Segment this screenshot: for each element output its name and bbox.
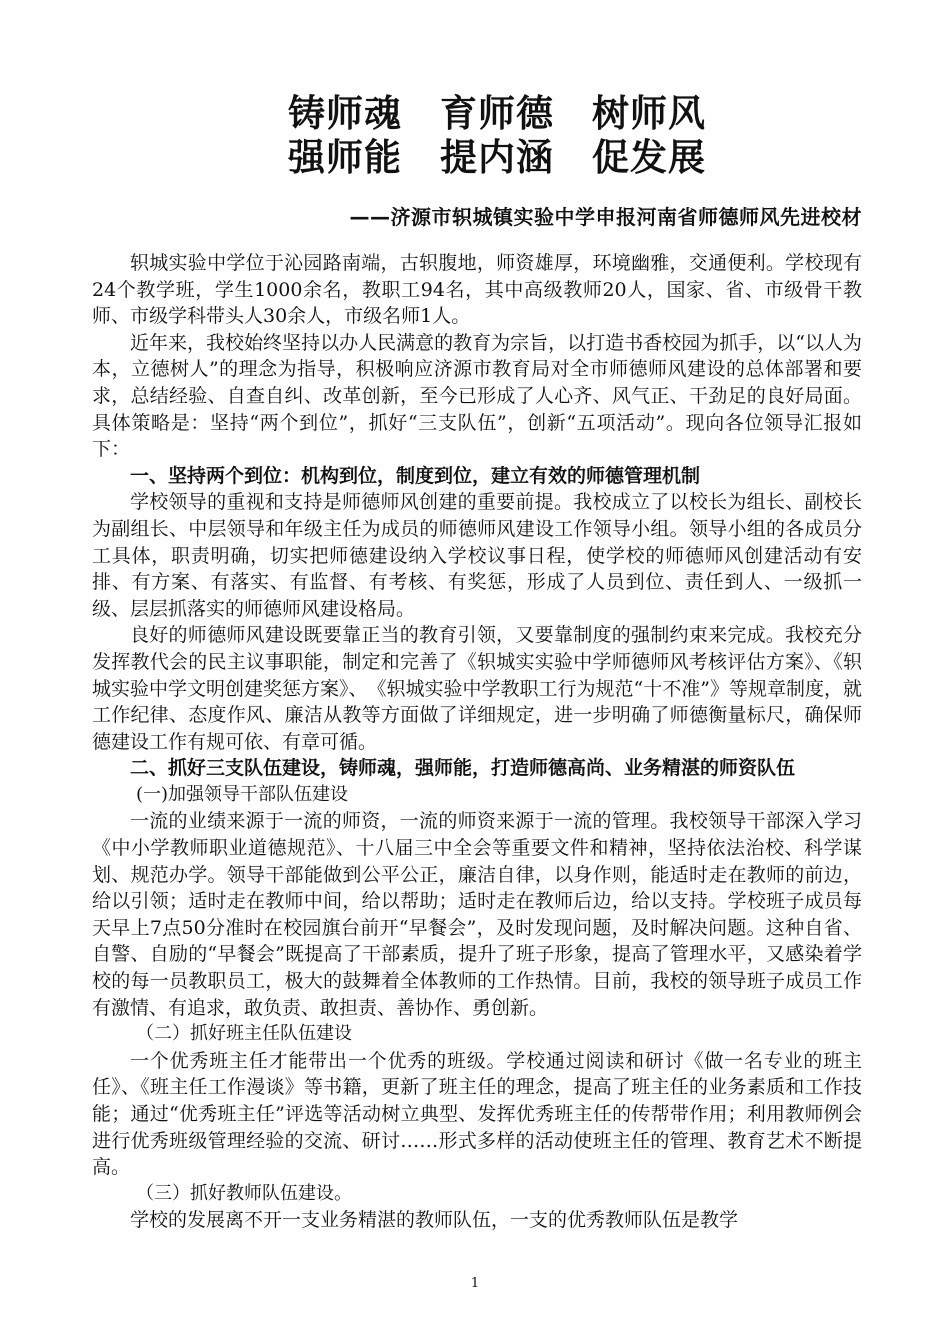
subsection-heading-3: （三）抓好教师队伍建设。 (136, 1182, 352, 1204)
document-title-line-1: 铸师魂 育师德 树师风 (288, 92, 706, 135)
paragraph-class-teachers: 一个优秀班主任才能带出一个优秀的班级。学校通过阅读和研讨《做一名专业的班主任》、《班主任工作漫谈》等书籍，更新了班主任的理念，提高了班主任的业务素质和工作技能；通过“优秀班主任”评选等活动树立典型、发挥优秀班主任的传帮带作用；利用教师例会进行优秀班级管理经验的交流、研讨……形式多样的活动使班主任的管理、教育艺术不断提高。 (92, 1049, 862, 1179)
subsection-heading-2: （二）抓好班主任队伍建设 (136, 1023, 352, 1045)
document-title-line-2: 强师能 提内涵 促发展 (288, 136, 706, 179)
page-number: 1 (470, 1276, 480, 1291)
paragraph-school-intro: 轵城实验中学位于沁园路南端，古轵腹地，师资雄厚，环境幽雅，交通便利。学校现有24个教学班，学生1000余名，教职工94名，其中高级教师20人，国家、省、市级骨干教师、市级学科带头人30余人，市级名师1人。 (92, 252, 862, 328)
document-subtitle: ——济源市轵城镇实验中学申报河南省师德师风先进校材 (349, 205, 862, 229)
section-heading-2: 二、抓好三支队伍建设，铸师魂，强师能，打造师德高尚、业务精湛的师资队伍 (130, 757, 796, 780)
paragraph-teacher-team: 学校的发展离不开一支业务精湛的教师队伍，一支的优秀教师队伍是教学 (130, 1209, 739, 1232)
paragraph-overview: 近年来，我校始终坚持以办人民满意的教育为宗旨，以打造书香校园为抓手，以“以人为本，立德树人”的理念为指导，积极响应济源市教育局对全市师德师风建设的总体部署和要求，总结经验、自查自纠、改革创新，至今已形成了人心齐、风气正、干劲足的良好局面。具体策略是：坚持“两个到位”，抓好“三支队伍”，创新“五项活动”。现向各位领导汇报如下： (92, 331, 862, 461)
section-heading-1: 一、坚持两个到位：机构到位，制度到位，建立有效的师德管理机制 (130, 464, 701, 487)
paragraph-leadership-group: 学校领导的重视和支持是师德师风创建的重要前提。我校成立了以校长为组长、副校长为副组长、中层领导和年级主任为成员的师德师风建设工作领导小组。领导小组的各成员分工具体，职责明确，切实把师德建设纳入学校议事日程，使学校的师德师风创建活动有安排、有方案、有落实、有监督、有考核、有奖惩，形成了人员到位、责任到人、一级抓一级、层层抓落实的师德师风建设格局。 (92, 491, 862, 620)
document-page (92, 92, 862, 1234)
subsection-heading-1: (一)加强领导干部队伍建设 (136, 783, 349, 805)
paragraph-cadre-team: 一流的业绩来源于一流的师资，一流的师资来源于一流的管理。我校领导干部深入学习《中小学教师职业道德规范》、十八届三中全会等重要文件和精神，坚持依法治校、科学谋划、规范办学。领导干部能做到公平公正，廉洁自律，以身作则，能适时走在教师的前边，给以引领；适时走在教师中间，给以帮助；适时走在教师后边，给以支持。学校班子成员每天早上7点50分准时在校园旗台前开“早餐会”，及时发现问题，及时解决问题。这种自省、自警、自励的“早餐会”既提高了干部素质，提升了班子形象，提高了管理水平，又感染着学校的每一员教职员工，极大的鼓舞着全体教师的工作热情。目前，我校的领导班子成员工作有激情、有追求，敢负责、敢担责、善协作、勇创新。 (92, 810, 862, 1019)
paragraph-regulations: 良好的师德师风建设既要靠正当的教育引领，又要靠制度的强制约束来完成。我校充分发挥教代会的民主议事职能，制定和完善了《轵城实实验中学师德师风考核评估方案》、《轵城实验中学文明创建奖惩方案》、 《轵城实验中学教职工行为规范“十不准”》等规章制度，就工作纪律、态度作风、廉洁从教等方面做了详细规定，进一步明确了师德衡量标尺，确保师德建设工作有规可依、有章可循。 (92, 624, 862, 753)
